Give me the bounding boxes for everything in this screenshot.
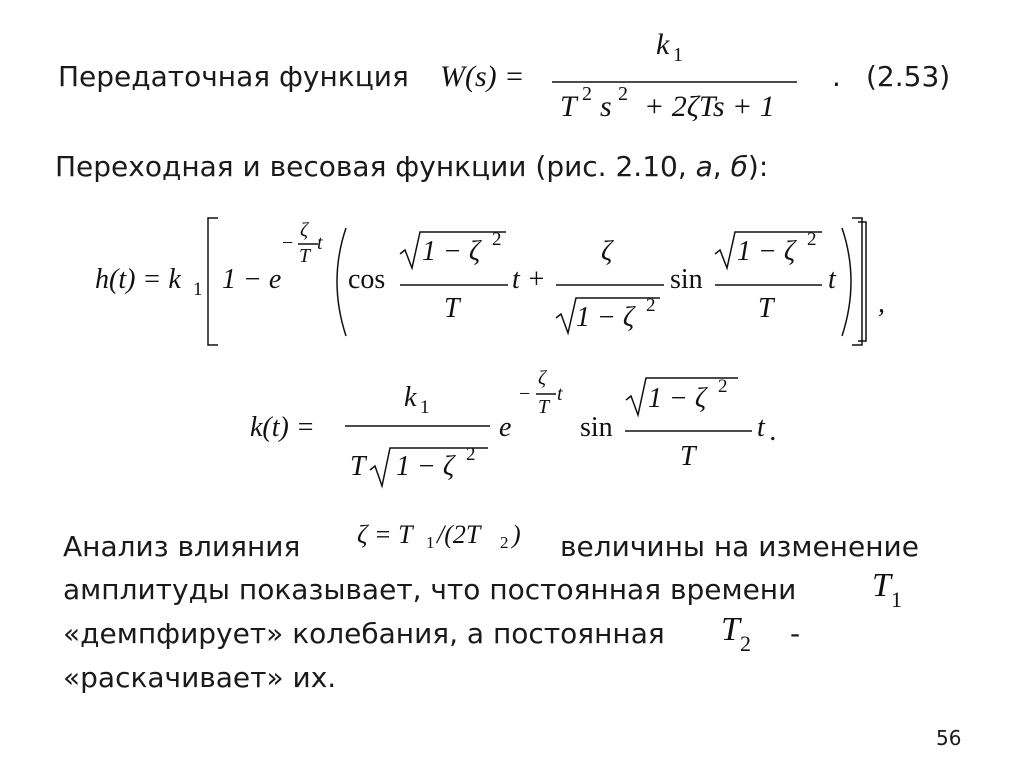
formula-k-num-sub: 1 (420, 397, 430, 418)
formula-h-sqrt3: 1 − ζ (737, 236, 796, 267)
inline-zeta-mid: /(2T (437, 520, 481, 549)
inline-zeta-sub2: 2 (500, 533, 509, 552)
formula-h-one-minus-e: 1 − e (222, 264, 282, 295)
formula-k-den-sqrt: 1 − ζ (396, 451, 455, 482)
equation-period: . (832, 60, 841, 93)
radical-k-den (370, 448, 488, 486)
paragraph-line-4: «раскачивает» их. (63, 661, 337, 694)
formula-h-exp-zeta: ζ (300, 219, 309, 241)
formula-w-den-s: s (600, 90, 612, 123)
formula-k-num: k (404, 382, 417, 413)
formula-h-sqrt1-sup: 2 (492, 229, 502, 250)
formula-w-numerator-sub: 1 (673, 44, 683, 66)
formula-h-exp-t: t (317, 232, 323, 254)
formula-w-den-t: T (560, 90, 577, 123)
radical-h-1 (400, 229, 506, 268)
inline-zeta-close: ) (512, 520, 521, 549)
formula-k-sqrt: 1 − ζ (648, 383, 707, 414)
formula-h-t-plus: t + (512, 264, 546, 295)
page-number: 56 (936, 726, 962, 750)
paragraph-line-2: амплитуды показывает, что постоянная времени (63, 573, 797, 606)
formula-k-trailing-period: . (770, 416, 777, 447)
formula-k-t: t (757, 412, 765, 443)
formula-k-exp-minus: − (519, 383, 531, 405)
formula-h-exp-t-den: T (299, 245, 311, 267)
formula-h-sin: sin (670, 264, 703, 295)
formula-h-cos: cos (348, 264, 386, 295)
bracket-right-h (852, 218, 862, 345)
formula-h-t-end: t (828, 264, 836, 295)
paragraph-line-3: «демпфирует» колебания, а постоянная (63, 617, 665, 650)
formula-h-lhs-sub: 1 (193, 279, 203, 300)
formula-w-den-t-sup: 2 (582, 83, 592, 105)
heading-text: Переходная и весовая функции (рис. 2.10, (55, 150, 696, 183)
formula-w-den-s-sup: 2 (618, 83, 628, 105)
formula-k-den-sqrt-sup: 2 (466, 444, 476, 465)
paragraph-line-1b: величины на изменение (560, 530, 919, 563)
formula-k-exp-t-den: T (538, 396, 550, 418)
formula-w-den-rest: + 2ζTs + 1 (644, 90, 775, 123)
formula-h-exp-minus: − (282, 232, 294, 254)
formula-k-sin: sin (580, 412, 613, 443)
formula-k-frac-den: T (680, 441, 696, 472)
formula-h-sqrt2: 1 − ζ (576, 302, 635, 333)
inline-t2-t: T (721, 611, 740, 648)
formula-h-sqrt1: 1 − ζ (422, 236, 481, 267)
formula-k-sqrt-sup: 2 (718, 376, 728, 397)
paragraph-line-1a: Анализ влияния (63, 530, 301, 563)
inline-zeta-sub1: 1 (426, 533, 435, 552)
formula-h-lhs: h(t) = k (95, 264, 181, 295)
formula-h-frac3-den: T (758, 293, 774, 324)
paragraph-line-3-dash: - (790, 617, 801, 650)
inline-t1-sub: 1 (891, 587, 902, 612)
transfer-function-label: Передаточная функция (58, 60, 409, 93)
formula-k-lhs: k(t) = (250, 412, 315, 443)
paren-left-h (337, 228, 346, 336)
heading-ref-a: а (695, 150, 713, 183)
heading-end: ): (747, 150, 769, 183)
radical-k-sin (626, 378, 738, 415)
formula-w-lhs: W(s) = (440, 60, 525, 93)
formula-h-trailing-comma: , (878, 288, 885, 319)
bracket-left-h (208, 218, 218, 345)
formula-k-exp-t: t (557, 383, 563, 405)
heading-comma: , (712, 150, 731, 183)
inline-t2-sub: 2 (740, 631, 751, 656)
equation-number: (2.53) (866, 60, 951, 93)
radical-h-2 (556, 295, 660, 333)
radical-h-3 (715, 229, 822, 268)
heading-ref-b: б (730, 150, 748, 183)
formula-k-e: e (499, 412, 512, 443)
formula-h-sqrt3-sup: 2 (807, 229, 817, 250)
formula-k-den-t: T (350, 451, 366, 482)
paren-right-h (842, 228, 851, 336)
inline-t1-t: T (872, 567, 891, 604)
formula-k-exp-zeta: ζ (538, 367, 547, 389)
formula-h-frac1-den: T (444, 293, 460, 324)
inline-zeta-eq: ζ = T (357, 520, 413, 549)
formula-h-zeta-num: ζ (601, 236, 613, 267)
formula-h-sqrt2-sup: 2 (646, 295, 656, 316)
formula-w-numerator: k (656, 28, 670, 61)
